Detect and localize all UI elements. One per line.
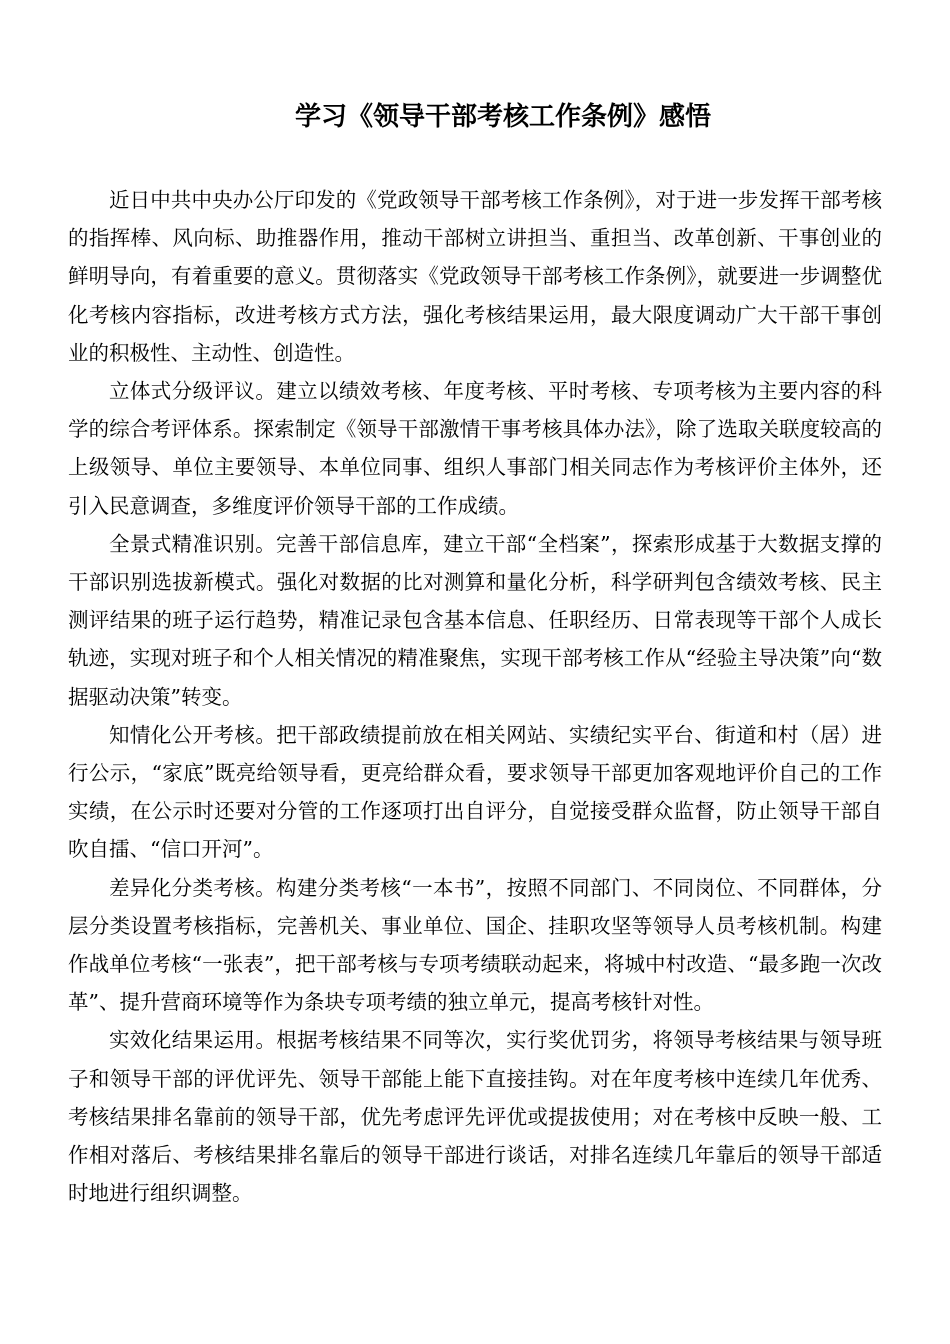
document-title: 学习《领导干部考核工作条例》感悟 xyxy=(294,102,711,132)
paragraph-intro: 近日中共中央办公厅印发的《党政领导干部考核工作条例》，对于进一步发挥干部考核的指挥棒、风向标、助推器作用，推动干部树立讲担当、重担当、改革创新、干事创业的鲜明导向，有着重要的意义。贯彻落实《党政领导干部考核工作条例》，就要进一步调整优化考核内容指标，改进考核方式方法，强化考核结果运用，最大限度调动广大干部干事创业的积极性、主动性、创造性。 xyxy=(68,188,882,365)
paragraph-result-application: 实效化结果运用。根据考核结果不同等次，实行奖优罚劣，将领导考核结果与领导班子和领导干部的评优评先、领导干部能上能下直接挂钩。对在年度考核中连续几年优秀、考核结果排名靠前的领导干部，优先考虑评先评优或提拔使用；对在考核中反映一般、工作相对落后、考核结果排名靠后的领导干部进行谈话，对排名连续几年靠后的领导干部适时地进行组织调整。 xyxy=(68,1028,882,1206)
paragraph-public-assessment: 知情化公开考核。把干部政绩提前放在相关网站、实绩纪实平台、街道和村（居）进行公示，“家底”既亮给领导看，更亮给群众看，要求领导干部更加客观地评价自己的工作实绩，在公示时还要对分管的工作逐项打出自评分，自觉接受群众监督，防止领导干部自吹自擂、“信口开河”。 xyxy=(68,722,882,862)
paragraph-graded-review: 立体式分级评议。建立以绩效考核、年度考核、平时考核、专项考核为主要内容的科学的综合考评体系。探索制定《领导干部激情干事考核具体办法》，除了选取关联度较高的上级领导、单位主要领导、本单位同事、组织人事部门相关同志作为考核评价主体外，还引入民意调查，多维度评价领导干部的工作成绩。 xyxy=(68,379,882,518)
document-body xyxy=(68,181,882,1212)
paragraph-precise-identification: 全景式精准识别。完善干部信息库，建立干部“全档案”，探索形成基于大数据支撑的干部识别选拔新模式。强化对数据的比对测算和量化分析，科学研判包含绩效考核、民主测评结果的班子运行趋势，精准记录包含基本信息、任职经历、日常表现等干部个人成长轨迹，实现对班子和个人相关情况的精准聚焦，实现干部考核工作从“经验主导决策”向“数据驱动决策”转变。 xyxy=(68,531,882,709)
paragraph-classified-assessment: 差异化分类考核。构建分类考核“一本书”，按照不同部门、不同岗位、不同群体，分层分类设置考核指标，完善机关、事业单位、国企、挂职攻坚等领导人员考核机制。构建作战单位考核“一张表”，把干部考核与专项考绩联动起来，将城中村改造、“最多跑一次改革”、提升营商环境等作为条块专项考绩的独立单元，提高考核针对性。 xyxy=(68,875,882,1015)
